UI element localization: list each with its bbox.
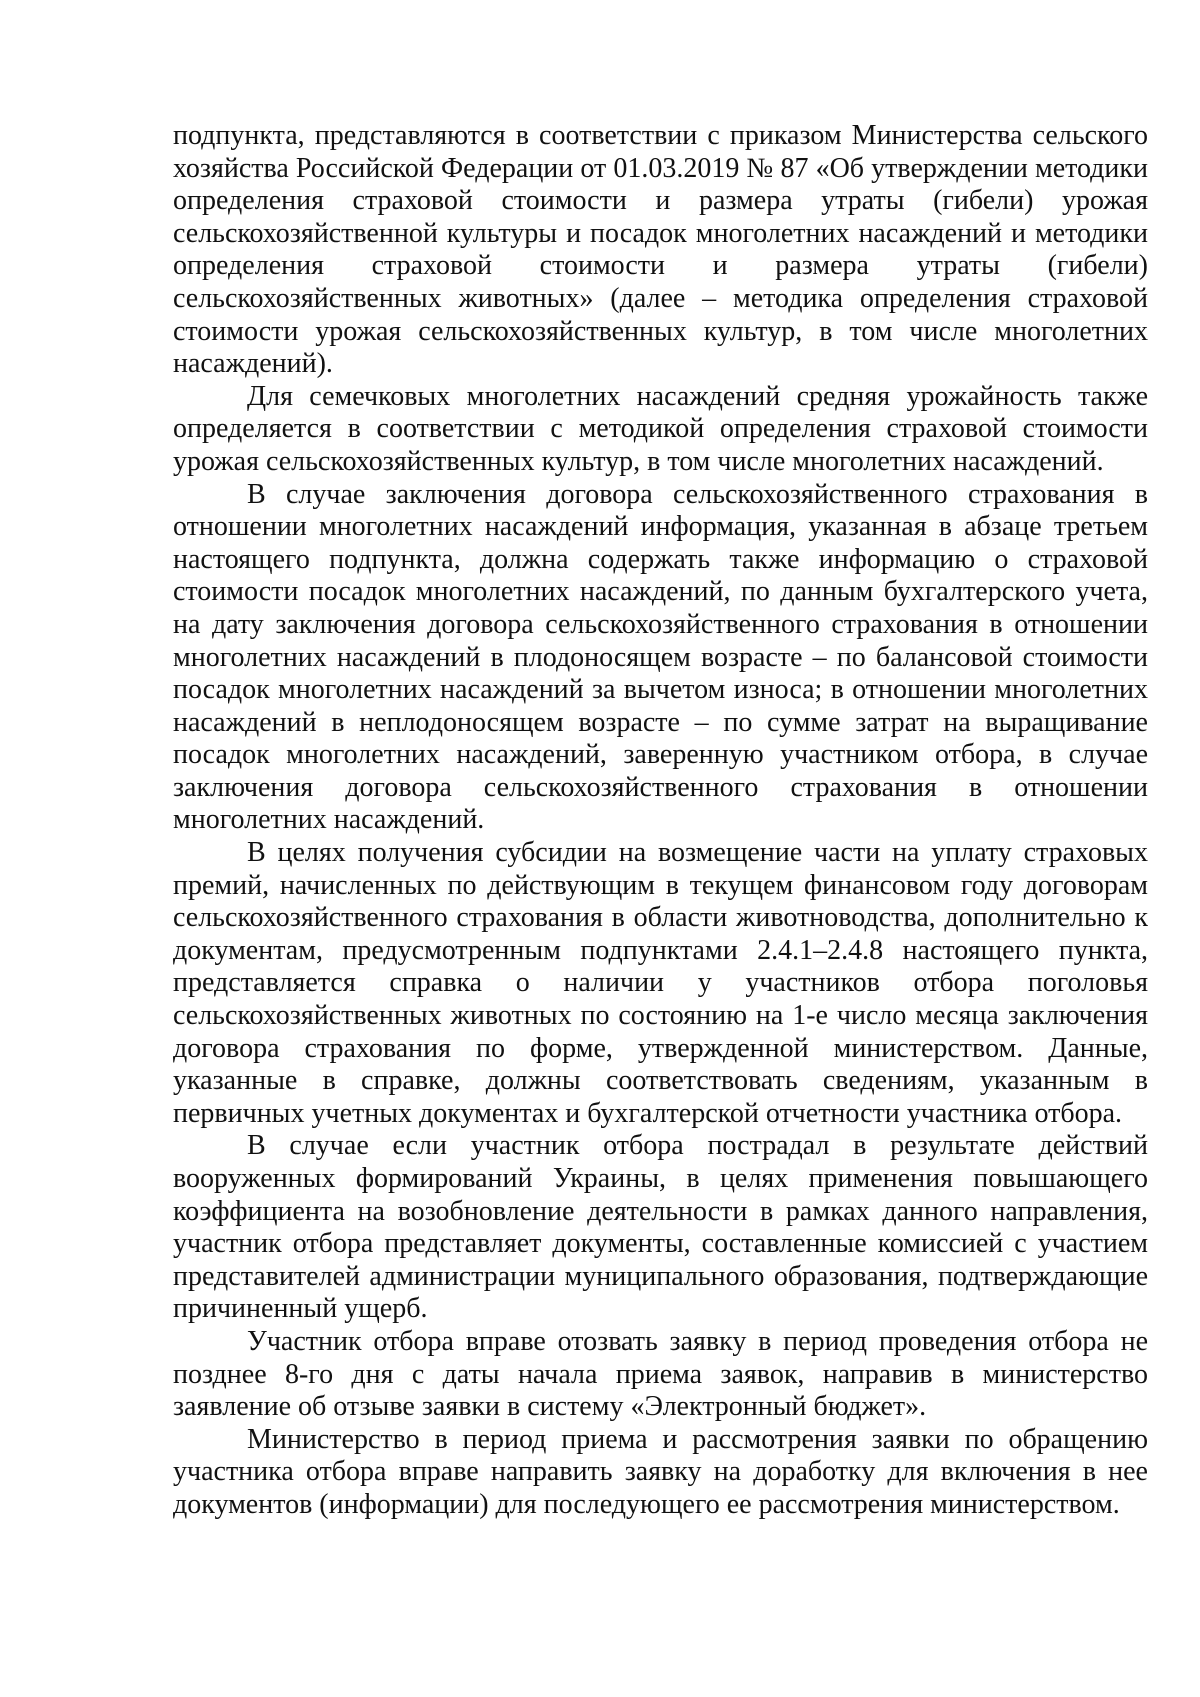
paragraph-continuation: подпункта, представляются в соответствии с приказом Министерства сельского хозяйства Российской Федерации от 01.03.2019 № 87 «Об утверждении методики определения страховой стоимости и размера утраты (гибели) урожая сельскохозяйственной культуры и посадок многолетних насаждений и методики определения страховой стоимости и размера утраты (гибели) сельскохозяйственных животных» (далее – методика определения страховой стоимости урожая сельскохозяйственных культур, в том числе многолетних насаждений).	[173, 120, 1148, 380]
document-body	[173, 120, 1148, 1522]
paragraph-application-withdrawal: Участник отбора вправе отозвать заявку в период проведения отбора не позднее 8-го дня с даты начала приема заявок, направив в министерство заявление об отзыве заявки в систему «Электронный бюджет».	[173, 1325, 1148, 1423]
paragraph-pome-orchards: Для семечковых многолетних насаждений средняя урожайность также определяется в соответствии с методикой определения страховой стоимости урожая сельскохозяйственных культур, в том числе многолетних насаждений.	[173, 380, 1148, 477]
paragraph-damage-coefficient: В случае если участник отбора пострадал в результате действий вооруженных формирований Украины, в целях применения повышающего коэффициента на возобновление деятельности в рамках данного направления, участник отбора представляет документы, составленные комиссией с участием представителей администрации муниципального образования, подтверждающие причиненный ущерб.	[173, 1130, 1148, 1325]
paragraph-application-revision: Министерство в период приема и рассмотрения заявки по обращению участника отбора вправе направить заявку на доработку для включения в нее документов (информации) для последующего ее рассмотрения министерством.	[173, 1423, 1148, 1520]
paragraph-perennial-plantings: В случае заключения договора сельскохозяйственного страхования в отношении многолетних насаждений информация, указанная в абзаце третьем настоящего подпункта, должна содержать также информацию о страховой стоимости посадок многолетних насаждений, по данным бухгалтерского учета, на дату заключения договора сельскохозяйственного страхования в отношении многолетних насаждений в плодоносящем возрасте – по балансовой стоимости посадок многолетних насаждений за вычетом износа; в отношении многолетних насаждений в неплодоносящем возрасте – по сумме затрат на выращивание посадок многолетних насаждений, заверенную участником отбора, в случае заключения договора сельскохозяйственного страхования в отношении многолетних насаждений.	[173, 478, 1148, 836]
paragraph-livestock-insurance: В целях получения субсидии на возмещение части на уплату страховых премий, начисленных по действующим в текущем финансовом году договорам сельскохозяйственного страхования в области животноводства, дополнительно к документам, предусмотренным подпунктами 2.4.1–2.4.8 настоящего пункта, представляется справка о наличии у участников отбора поголовья сельскохозяйственных животных по состоянию на 1-е число месяца заключения договора страхования по форме, утвержденной министерством. Данные, указанные в справке, должны соответствовать сведениям, указанным в первичных учетных документах и бухгалтерской отчетности участника отбора.	[173, 837, 1148, 1129]
